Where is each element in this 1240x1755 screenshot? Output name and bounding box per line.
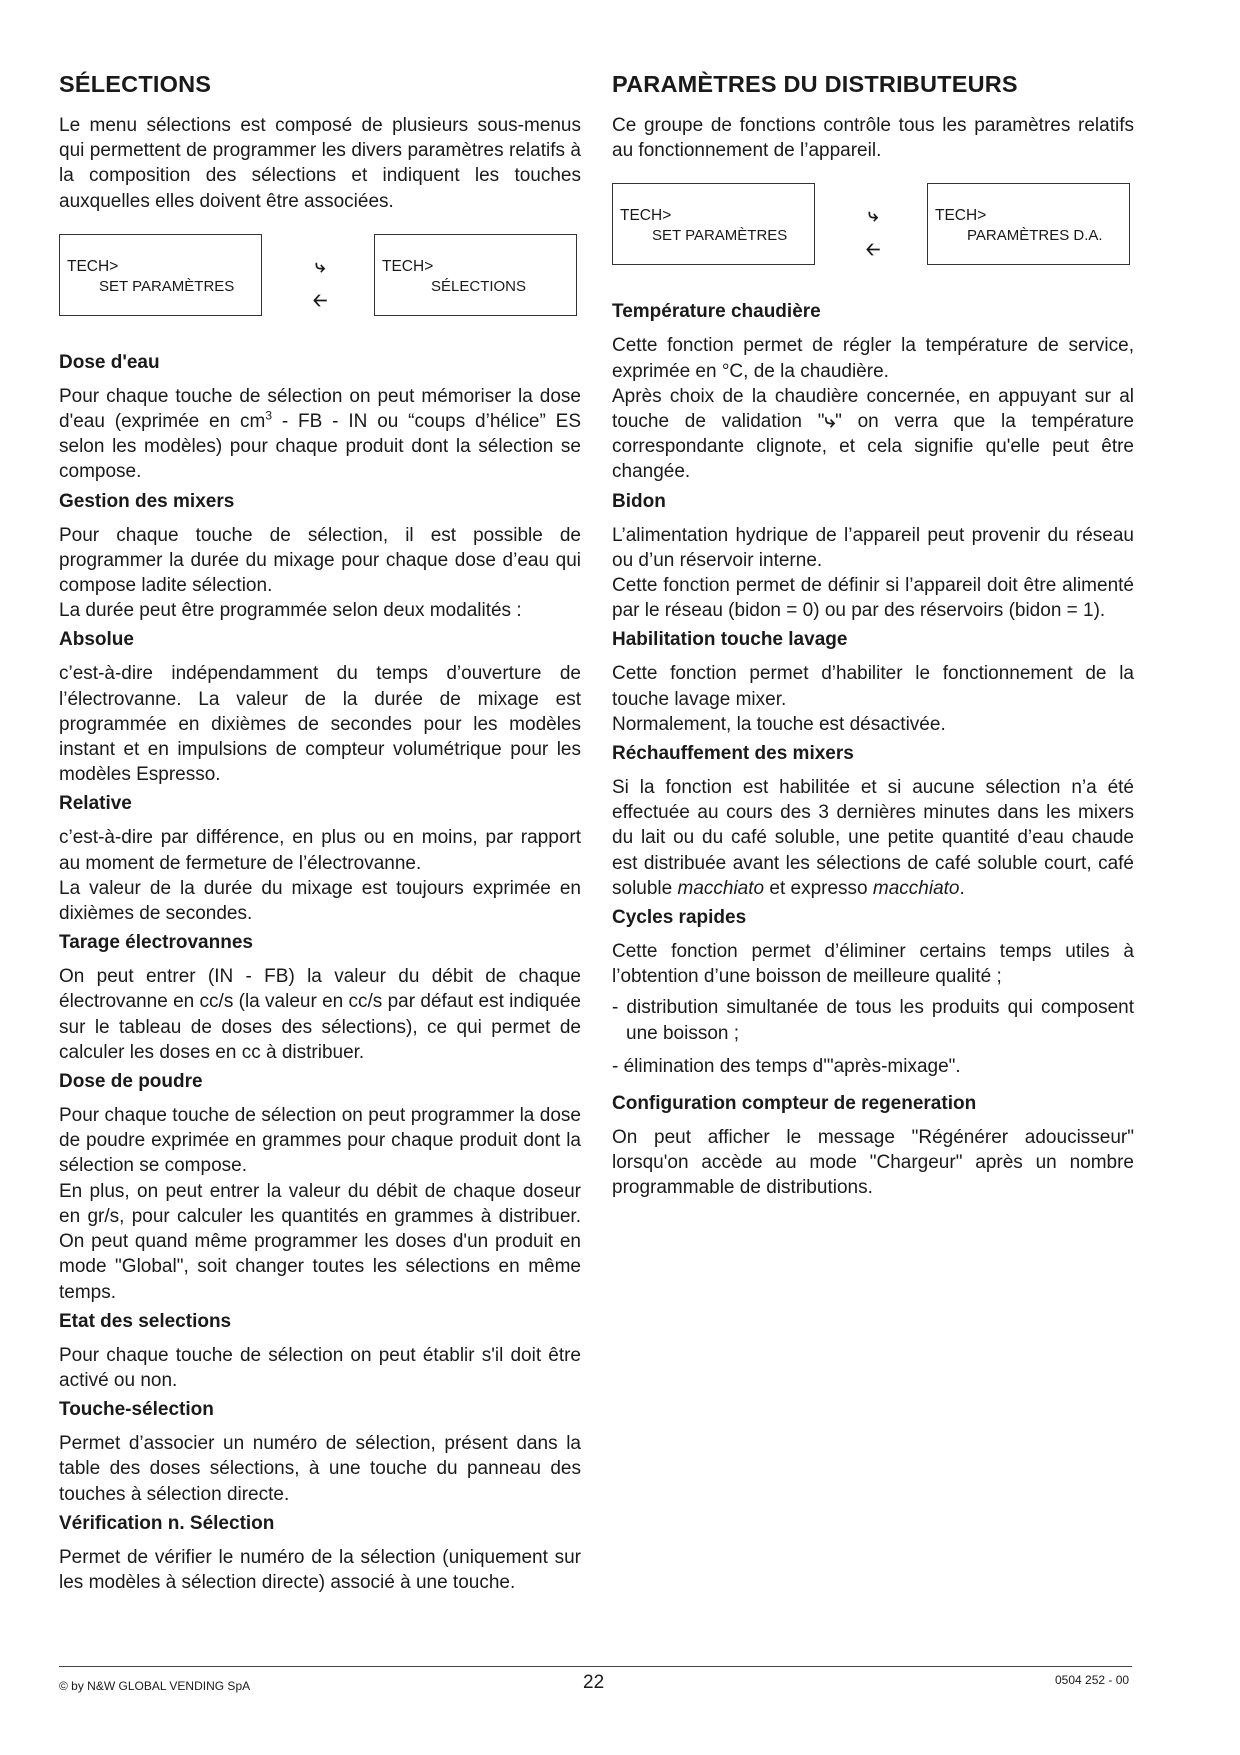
paragraph: Si la fonction est habilitée et si aucune sélection n’a été effectuée au cours des 3 dernières minutes dans les mixers du lait ou du café soluble, une petite quantité d’eau chaude est distribuée avant les sélections de café soluble court, café soluble macchiato et expresso macchiato. xyxy=(612,777,1134,899)
menu-box-line2: SÉLECTIONS xyxy=(431,277,527,295)
menu-box-line1: TECH> xyxy=(935,207,987,225)
menu-path-diagram xyxy=(612,183,1134,269)
intro-paragraph: Ce groupe de fonctions contrôle tous les paramètres relatifs au fonctionnement de l’appareil. xyxy=(612,115,1134,162)
menu-box-line1: TECH> xyxy=(620,207,672,225)
paragraph: Après choix de la chaudière concernée, en appuyant sur al touche de validation "⤷" on verra que la température correspondante clignote, et cela signifie qu'elle peut être changée. xyxy=(612,385,1134,483)
subheading: Absolue xyxy=(59,629,134,651)
paragraph: La durée peut être programmée selon deux modalités : xyxy=(59,600,522,622)
subheading: Tarage électrovannes xyxy=(59,932,253,954)
menu-box-line2: PARAMÈTRES D.A. xyxy=(967,227,1103,245)
section-title: SÉLECTIONS xyxy=(59,71,212,97)
subheading: Touche-sélection xyxy=(59,1399,214,1421)
bullet-item: - distribution simultanée de tous les produits qui composent une boisson ; xyxy=(612,997,1134,1044)
paragraph: Normalement, la touche est désactivée. xyxy=(612,713,946,735)
subheading: Bidon xyxy=(612,490,666,512)
footer-divider xyxy=(59,1666,1132,1667)
back-arrow-icon: 🡠 xyxy=(865,239,881,260)
document-code: 0504 252 - 00 xyxy=(1055,1673,1130,1687)
paragraph: c’est-à-dire par différence, en plus ou en moins, par rapport au moment de fermeture de l’électrovanne. xyxy=(59,827,581,874)
paragraph: Cette fonction permet de définir si l’appareil doit être alimenté par le réseau (bidon = 0) ou par des réservoirs (bidon = 1). xyxy=(612,575,1134,622)
enter-arrow-icon: ⤷ xyxy=(867,205,879,226)
menu-box-line1: TECH> xyxy=(67,257,119,275)
paragraph: Permet de vérifier le numéro de la sélection (uniquement sur les modèles à sélection directe) associé à une touche. xyxy=(59,1546,581,1593)
paragraph: c’est-à-dire indépendamment du temps d’ouverture de l’électrovanne. La valeur de la durée de mixage est programmée en dixièmes de secondes pour les modèles instant et en impulsions de compteur volumétrique pour les modèles Espresso. xyxy=(59,663,581,786)
paragraph: Pour chaque touche de sélection on peut programmer la dose de poudre exprimée en grammes pour chaque produit dont la sélection se compose. xyxy=(59,1105,581,1177)
menu-box-target xyxy=(927,183,1130,265)
page-number: 22 xyxy=(583,1672,605,1693)
navigation-arrows xyxy=(311,249,329,317)
subheading: Dose d'eau xyxy=(59,351,160,373)
subheading: Relative xyxy=(59,793,132,815)
subheading: Etat des selections xyxy=(59,1310,232,1332)
paragraph: Permet d’associer un numéro de sélection, présent dans la table des doses sélections, à une touche du panneau des touches à sélection directe. xyxy=(59,1433,581,1505)
subheading: Dose de poudre xyxy=(59,1071,203,1093)
paragraph: On peut afficher le message "Régénérer adoucisseur" lorsqu'on accède au mode "Chargeur" après un nombre programmable de distributions. xyxy=(612,1127,1134,1199)
menu-box-source xyxy=(612,183,815,265)
subheading: Réchauffement des mixers xyxy=(612,743,854,765)
paragraph: Cette fonction permet de régler la température de service, exprimée en °C, de la chaudière. xyxy=(612,335,1134,382)
paragraph: L’alimentation hydrique de l’appareil peut provenir du réseau ou d’un réservoir interne. xyxy=(612,524,1134,571)
subheading: Cycles rapides xyxy=(612,907,747,929)
paragraph: En plus, on peut entrer la valeur du débit de chaque doseur en gr/s, pour calculer les quantités en grammes à distribuer. On peut quand même programmer les doses d'un produit en mode "Global", soit changer toutes les sélections en même temps. xyxy=(59,1180,581,1303)
subheading: Gestion des mixers xyxy=(59,490,235,512)
back-arrow-icon: 🡠 xyxy=(312,289,328,310)
menu-box-target xyxy=(374,234,577,316)
menu-path-diagram xyxy=(59,234,581,320)
menu-box-line2: SET PARAMÈTRES xyxy=(99,277,235,295)
paragraph: Cette fonction permet d’éliminer certains temps utiles à l’obtention d’une boisson de meilleure qualité ; xyxy=(612,941,1134,988)
footer-copyright: © by N&W GLOBAL VENDING SpA xyxy=(59,1679,251,1693)
navigation-arrows xyxy=(864,198,882,266)
subheading: Configuration compteur de regeneration xyxy=(612,1093,977,1115)
bullet-item: - élimination des temps d'"après-mixage". xyxy=(612,1055,961,1077)
paragraph: On peut entrer (IN - FB) la valeur du débit de chaque électrovanne en cc/s (la valeur en cc/s par défaut est indiquée sur le tableau de doses des sélections), ce qui permet de calculer les doses en cc à distribuer. xyxy=(59,966,581,1063)
subheading: Habilitation touche lavage xyxy=(612,629,848,651)
paragraph: Pour chaque touche de sélection on peut mémoriser la dose d'eau (exprimée en $cm^3$ - FB - IN ou “coups d’hélice” ES selon les modèles) pour chaque produit dont la sélection se compose. xyxy=(59,385,581,483)
enter-arrow-icon: ⤷ xyxy=(824,411,836,433)
subheading: Température chaudière xyxy=(612,301,821,323)
subheading: Vérification n. Sélection xyxy=(59,1512,275,1534)
menu-box-line2: SET PARAMÈTRES xyxy=(652,227,788,245)
intro-paragraph: Le menu sélections est composé de plusieurs sous-menus qui permettent de programmer les divers paramètres relatifs à la composition des sélections et indiquent les touches auxquelles elles doivent être associées. xyxy=(59,115,581,212)
left-column xyxy=(59,62,581,1595)
paragraph: Pour chaque touche de sélection on peut établir s'il doit être activé ou non. xyxy=(59,1344,581,1391)
right-column xyxy=(612,62,1134,1201)
enter-arrow-icon: ⤷ xyxy=(314,255,326,276)
paragraph: Pour chaque touche de sélection, il est possible de programmer la durée du mixage pour chaque dose d’eau qui compose ladite sélection. xyxy=(59,524,581,597)
menu-box-source xyxy=(59,234,262,316)
section-title: PARAMÈTRES DU DISTRIBUTEURS xyxy=(612,71,1018,97)
paragraph: Cette fonction permet d’habiliter le fonctionnement de la touche lavage mixer. xyxy=(612,663,1134,710)
menu-box-line1: TECH> xyxy=(382,257,434,275)
paragraph: La valeur de la durée du mixage est toujours exprimée en dixièmes de secondes. xyxy=(59,877,581,925)
